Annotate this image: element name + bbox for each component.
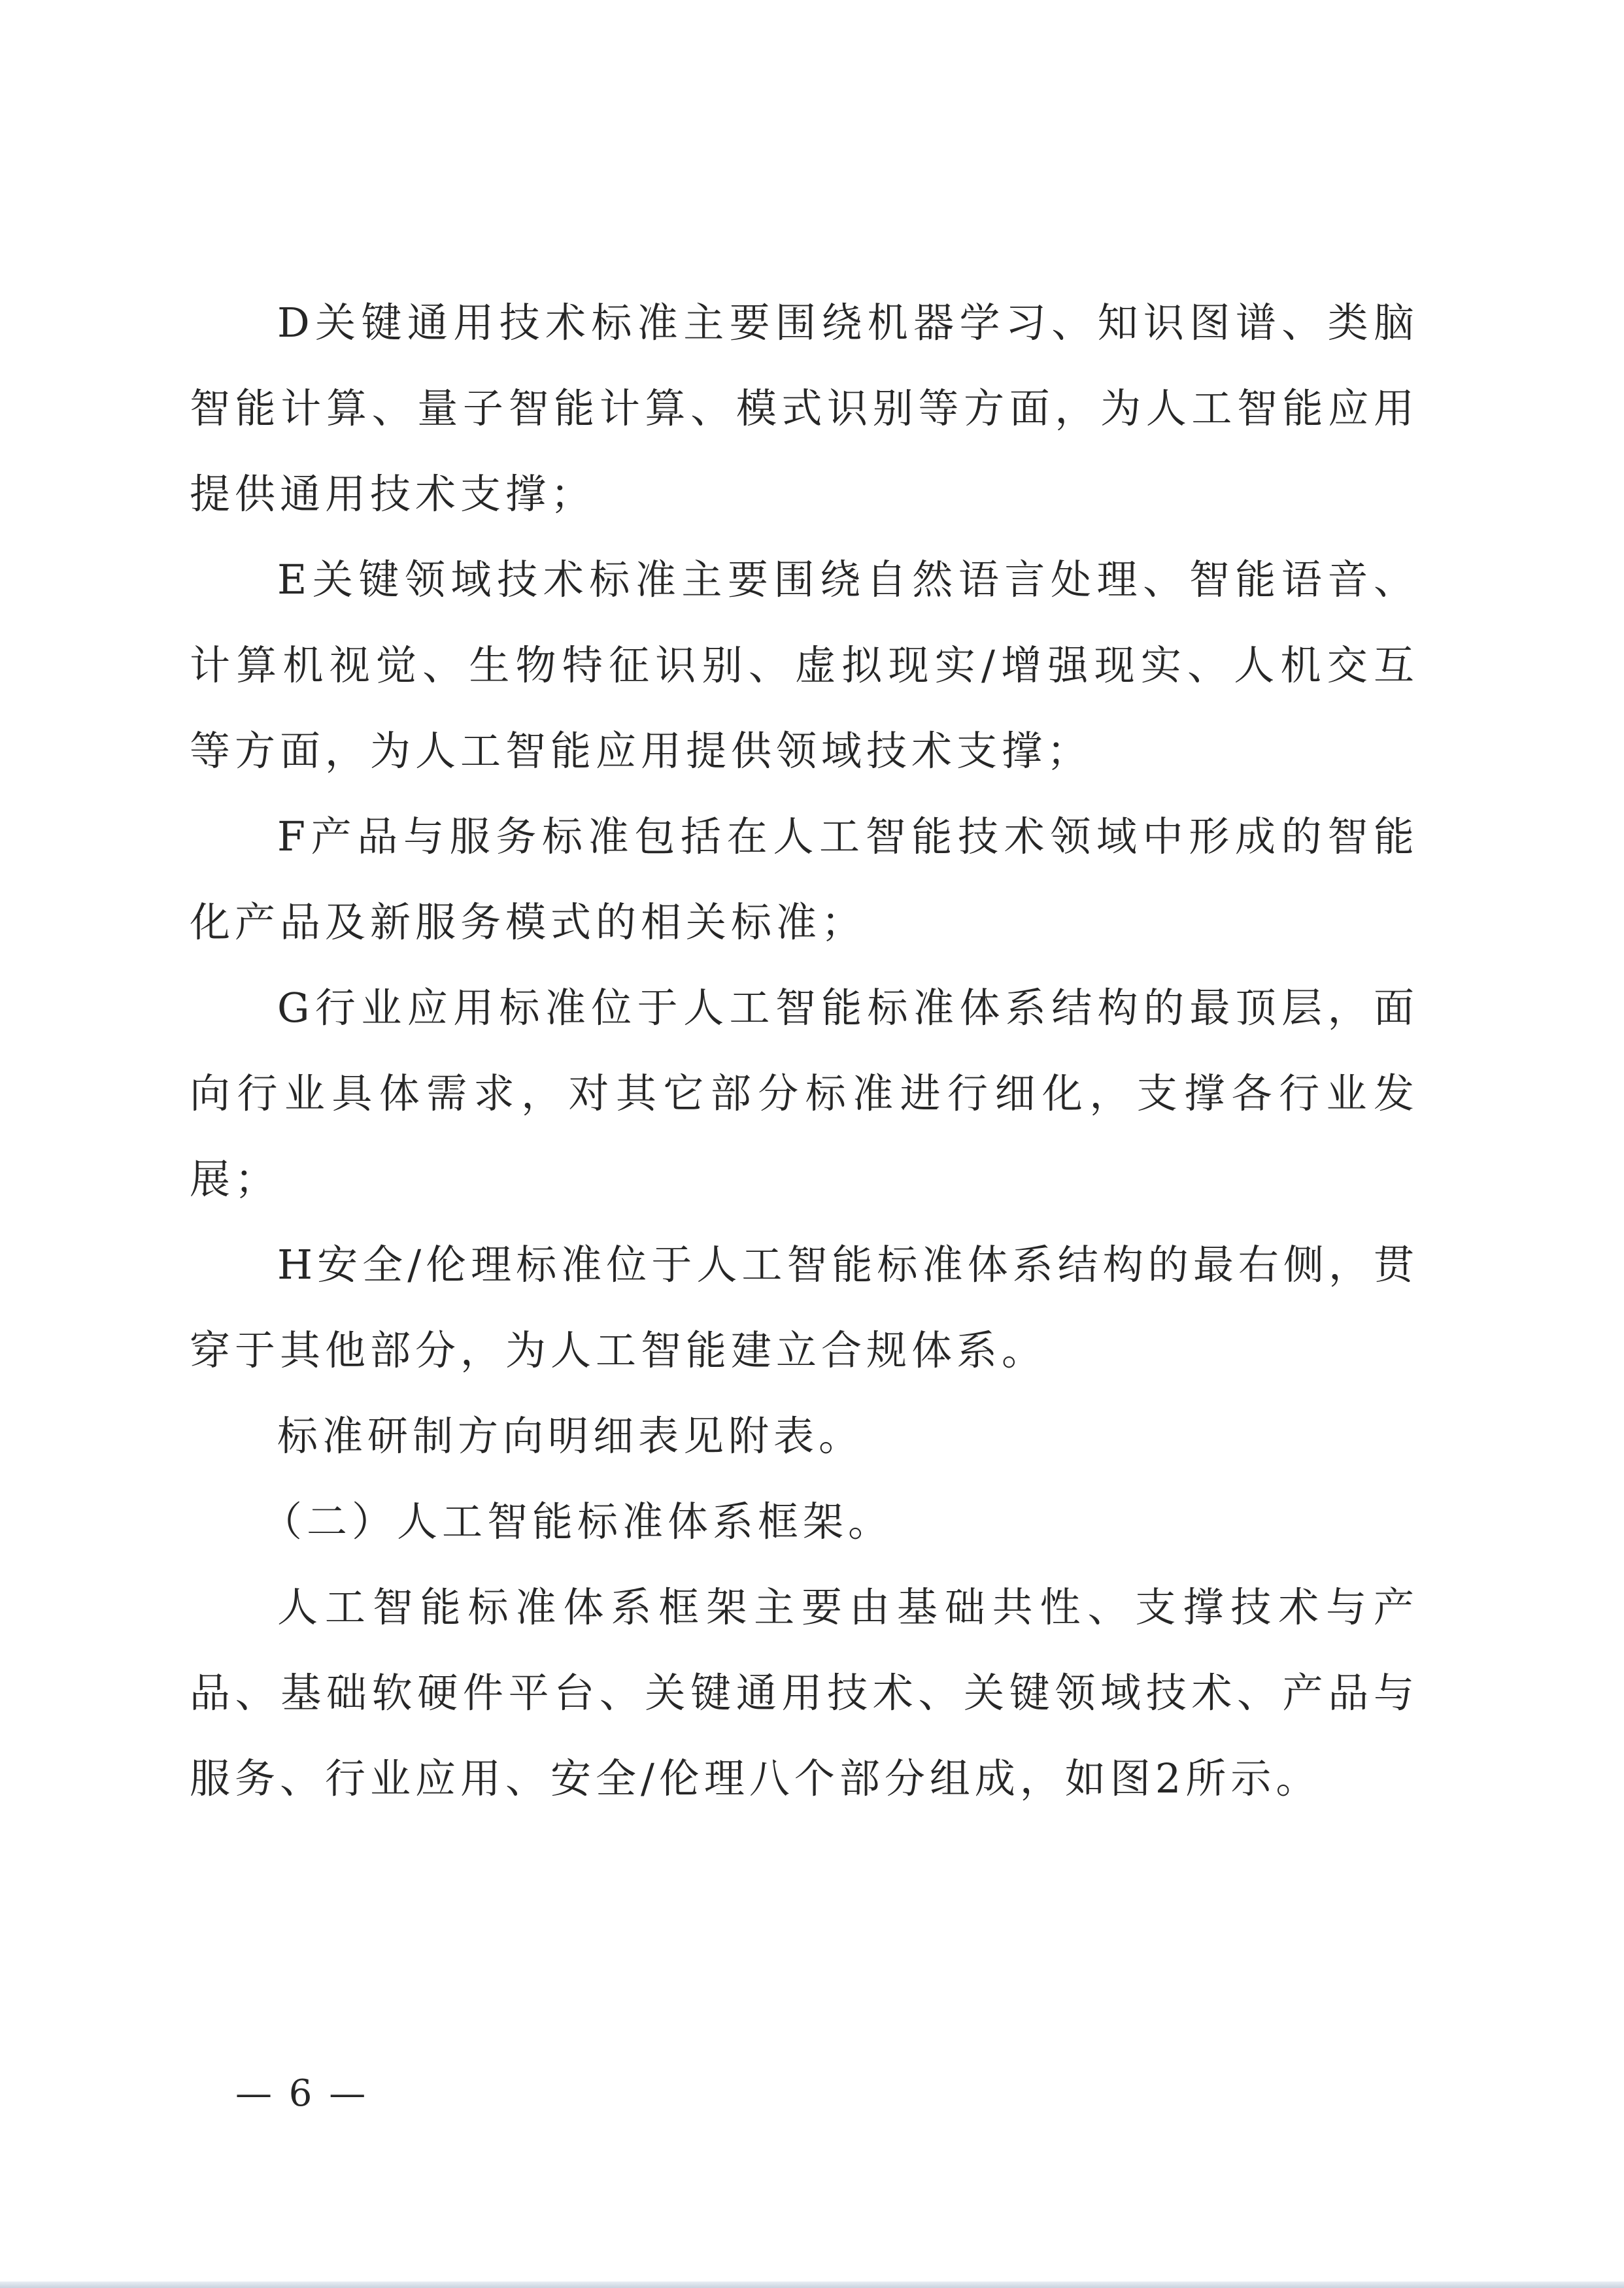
paragraph-h-safety-ethics: H安全/伦理标准位于人工智能标准体系结构的最右侧，贯穿于其他部分，为人工智能建立合规体系。 xyxy=(190,1241,1419,1374)
paragraph-d-key-general-tech: D关键通用技术标准主要围绕机器学习、知识图谱、类脑智能计算、量子智能计算、模式识别等方面，为人工智能应用提供通用技术支撑； xyxy=(190,299,1419,518)
scan-bottom-edge xyxy=(0,2281,1624,2288)
paragraph-appendix-reference: 标准研制方向明细表见附表。 xyxy=(277,1412,864,1460)
paragraph-f-products-services: F产品与服务标准包括在人工智能技术领域中形成的智能化产品及新服务模式的相关标准； xyxy=(190,813,1419,946)
paragraph-e-key-domain-tech: E关键领域技术标准主要围绕自然语言处理、智能语音、计算机视觉、生物特征识别、虚拟现实/增强现实、人机交互等方面，为人工智能应用提供领域技术支撑； xyxy=(190,556,1419,775)
paragraph-framework-summary: 人工智能标准体系框架主要由基础共性、支撑技术与产品、基础软硬件平台、关键通用技术、关键领域技术、产品与服务、行业应用、安全/伦理八个部分组成，如图2所示。 xyxy=(190,1583,1419,1802)
paragraph-g-industry-application: G行业应用标准位于人工智能标准体系结构的最顶层，面向行业具体需求，对其它部分标准进行细化，支撑各行业发展； xyxy=(190,984,1419,1203)
section-heading: （二）人工智能标准体系框架。 xyxy=(262,1498,894,1545)
body-text xyxy=(190,280,1419,1821)
page-number: — 6 — xyxy=(235,2072,369,2115)
